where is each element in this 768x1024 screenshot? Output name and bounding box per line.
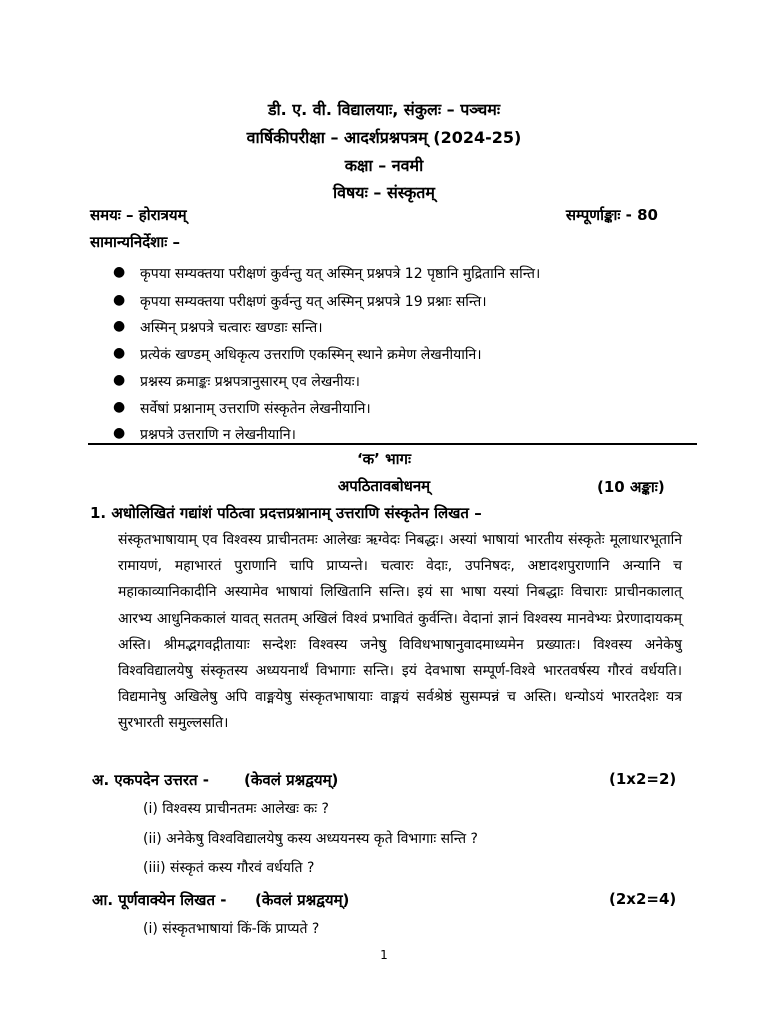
question-item: (iii) संस्कृतं कस्य गौरवं वर्धयति ? — [143, 860, 315, 876]
page-number: 1 — [380, 948, 388, 962]
bullet-icon: ● — [113, 345, 126, 361]
section-title: ‘क’ भागः — [356, 450, 412, 468]
subject-line: विषयः – संस्कृतम् — [333, 183, 435, 202]
question-item: (i) विश्वस्य प्राचीनतमः आलेखः कः ? — [143, 801, 329, 817]
bullet-icon: ● — [113, 318, 126, 334]
instruction-item: अस्मिन् प्रश्नपत्रे चत्वारः खण्डाः सन्ति। — [140, 320, 323, 336]
bullet-icon: ● — [113, 372, 126, 388]
instruction-item: प्रत्येकं खण्डम् अधिकृत्य उत्तराणि एकस्मिन् स्थाने क्रमेण लेखनीयानि। — [140, 347, 482, 363]
part-a-note: (केवलं प्रश्नद्वयम्) — [244, 771, 339, 789]
part-b-marks: (2x2=4) — [609, 890, 677, 908]
exam-title: वार्षिकीपरीक्षा – आदर्शप्रश्नपत्रम् (2024-25) — [246, 128, 522, 147]
reading-passage: संस्कृतभाषायाम् एव विश्वस्य प्राचीनतमः आलेखः ऋग्वेदः निबद्धः। अस्यां भाषायां भारतीय संस्कृतेः मूलाधारभूतानि रामायणं, महाभारतं पुराणानि चापि प्राप्यन्ते। चत्वारः वेदाः, उपनिषदः, अष्टादशपुराणानि अन्यानि च महाकाव्यानिकादीनि अस्यामेव भाषायां लिखितानि सन्ति। इयं सा भाषा यस्यां निबद्धाः विचाराः प्राचीनकालात् आरभ्य आधुनिककालं यावत् सततम् अखिलं विश्वं प्रभावितं कुर्वन्ति। वेदानां ज्ञानं विश्वस्य मानवेभ्यः प्रेरणादायकम् अस्ति। श्रीमद्भगवद्गीतायाः सन्देशः विश्वस्य जनेषु विविधभाषानुवादमाध्यमेन प्रख्यातः। विश्वस्य अनेकेषु विश्वविद्यालयेषु संस्कृतस्य अध्ययनार्थं विभागाः सन्ति। इयं देवभाषा सम्पूर्ण-विश्वे भारतवर्षस्य गौरवं वर्धयति। विद्यमानेषु अखिलेषु अपि वाङ्मयेषु संस्कृतभाषायाः वाङ्मयं सर्वश्रेष्ठं सुसम्पन्नं च अस्ति। धन्योऽयं भारतदेशः यत्र सुरभारती समुल्लसति। — [118, 532, 682, 732]
instruction-item: कृपया सम्यक्तया परीक्षणं कुर्वन्तु यत् अस्मिन् प्रश्नपत्रे 12 पृष्ठानि मुद्रितानि सन्ति। — [140, 266, 541, 282]
class-line: कक्षा – नवमी — [344, 156, 424, 175]
instruction-item: प्रश्नपत्रे उत्तराणि न लेखनीयानि। — [140, 427, 296, 443]
question-heading: 1. अधोलिखितं गद्यांशं पठित्वा प्रदत्तप्रश्नानाम् उत्तराणि संस्कृतेन लिखत – — [90, 504, 482, 522]
part-b-heading: आ. पूर्णवाक्येन लिखत - — [92, 891, 227, 909]
instruction-item: कृपया सम्यक्तया परीक्षणं कुर्वन्तु यत् अस्मिन् प्रश्नपत्रे 19 प्रश्नाः सन्ति। — [140, 294, 487, 310]
part-a-marks: (1x2=2) — [609, 770, 677, 788]
instruction-item: सर्वेषां प्रश्नानाम् उत्तराणि संस्कृतेन लेखनीयानि। — [140, 401, 371, 417]
time-allowed: समयः – होरात्रयम् — [90, 206, 187, 224]
section-subtitle: अपठितावबोधनम् — [337, 477, 431, 495]
total-marks: सम्पूर्णाङ्काः - 80 — [565, 206, 658, 224]
instructions-heading: सामान्यनिर्देशाः – — [90, 233, 181, 251]
section-marks: (10 अङ्काः) — [597, 478, 665, 496]
bullet-icon: ● — [113, 425, 126, 441]
school-title: डी. ए. वी. विद्यालयाः, संकुलः – पञ्चमः — [267, 100, 501, 119]
divider — [88, 443, 697, 445]
bullet-icon: ● — [113, 264, 126, 280]
bullet-icon: ● — [113, 292, 126, 308]
question-item: (i) संस्कृतभाषायां किं-किं प्राप्यते ? — [143, 921, 320, 937]
part-a-heading: अ. एकपदेन उत्तरत - — [92, 771, 209, 789]
part-b-note: (केवलं प्रश्नद्वयम्) — [255, 891, 350, 909]
question-item: (ii) अनेकेषु विश्वविद्यालयेषु कस्य अध्ययनस्य कृते विभागाः सन्ति ? — [143, 831, 478, 847]
bullet-icon: ● — [113, 399, 126, 415]
instruction-item: प्रश्नस्य क्रमाङ्कः प्रश्नपत्रानुसारम् एव लेखनीयः। — [140, 374, 360, 390]
